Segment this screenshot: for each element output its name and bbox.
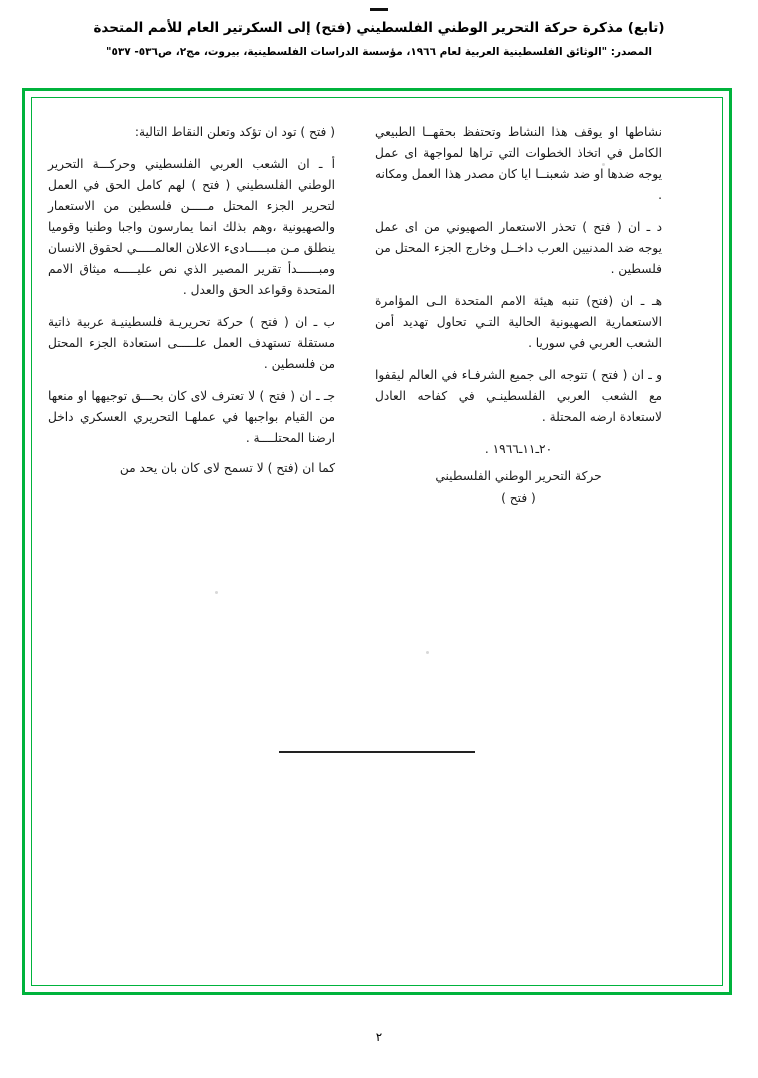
scan-speck <box>215 591 218 594</box>
paragraph: ( فتح ) تود ان تؤكد وتعلن النقاط التالية: <box>134 125 335 139</box>
scan-speck <box>426 651 429 654</box>
signature-block <box>375 466 662 510</box>
date-line: ٢٠ـ١١ـ١٩٦٦ . <box>484 441 553 456</box>
paragraph: جـ ـ ان ( فتح ) لا تعترف لاى كان بحـــق توجيهها او منعها من القيام بواجبها في عملهـا التحريري العسكري داخل ارضنا المحتلــــة . <box>48 388 335 445</box>
two-column-body <box>48 122 662 510</box>
column-right <box>48 122 335 510</box>
paragraph: أ ـ ان الشعب العربي الفلسطيني وحركـــة التحرير الوطني الفلسطيني ( فتح ) لهم كامل الحق في العمل لتحرير الجزء المحتل مـــــن فلسطين من الاستعمار والصهيونية ،وهم بذلك انما يمارسون واجبا وطنيا وقوميا ينطلق مـن مبـــــادىء الاعلان العالمـــــي لحقوق الانسان ومبــــــدأ تقرير المصير الذي نص عليـــــه ميثاق الامم المتحدة وقواعد الحق والعدل . <box>48 156 335 297</box>
paragraph: نشاطها او يوقف هذا النشاط وتحتفظ بحقهــا الطبيعي الكامل في اتخاذ الخطوات التي تراها لمواجهة اى عمل يوجه ضدها او ضد شعبنــا ايا كان مصدر هذا العمل ومكانه . <box>375 125 662 202</box>
page-number: ٢ <box>375 1030 383 1044</box>
horizontal-rule <box>279 751 475 753</box>
signature-name: ( فتح ) <box>501 490 536 505</box>
top-registration-mark <box>370 8 388 11</box>
paragraph: ب ـ ان ( فتح ) حركة تحريريـة فلسطينيـة عربية ذاتية مستقلة تستهدف العمل علـــــى استعادة الجزء المحتل من فلسطين . <box>48 314 335 371</box>
document-header <box>0 18 758 61</box>
paragraph: هـ ـ ان (فتح) تنبه هيئة الامم المتحدة الـى المؤامرة الاستعمارية الصهيونية الحالية التـي تحاول تهديد أمن الشعب العربي في سوريا . <box>375 293 662 350</box>
paragraph: كما ان (فتح ) لا تسمح لاى كان بان يحد من <box>119 460 335 475</box>
signature-organization: حركة التحرير الوطني الفلسطيني <box>435 468 602 483</box>
source-citation: المصدر: "الوثائق الفلسطينية العربية لعام ١٩٦٦، مؤسسة الدراسات الفلسطينية، بيروت، مج٢، ص٥٣٦- ٥٣٧" <box>105 46 653 59</box>
page-title: (تابع) مذكرة حركة التحرير الوطني الفلسطيني (فتح) إلى السكرتير العام للأمم المتحدة <box>93 20 665 36</box>
paragraph: و ـ ان ( فتح ) تتوجه الى جميع الشرفـاء في العالم ليقفوا مع الشعب العربي الفلسطينـي في كفاحه العادل لاستعادة ارضه المحتلة . <box>375 367 662 424</box>
paragraph: د ـ ان ( فتح ) تحذر الاستعمار الصهيوني من اى عمل يوجه ضد المدنيين العرب داخــل وخارج الجزء المحتل من فلسطين . <box>375 219 662 276</box>
column-left <box>375 122 662 510</box>
